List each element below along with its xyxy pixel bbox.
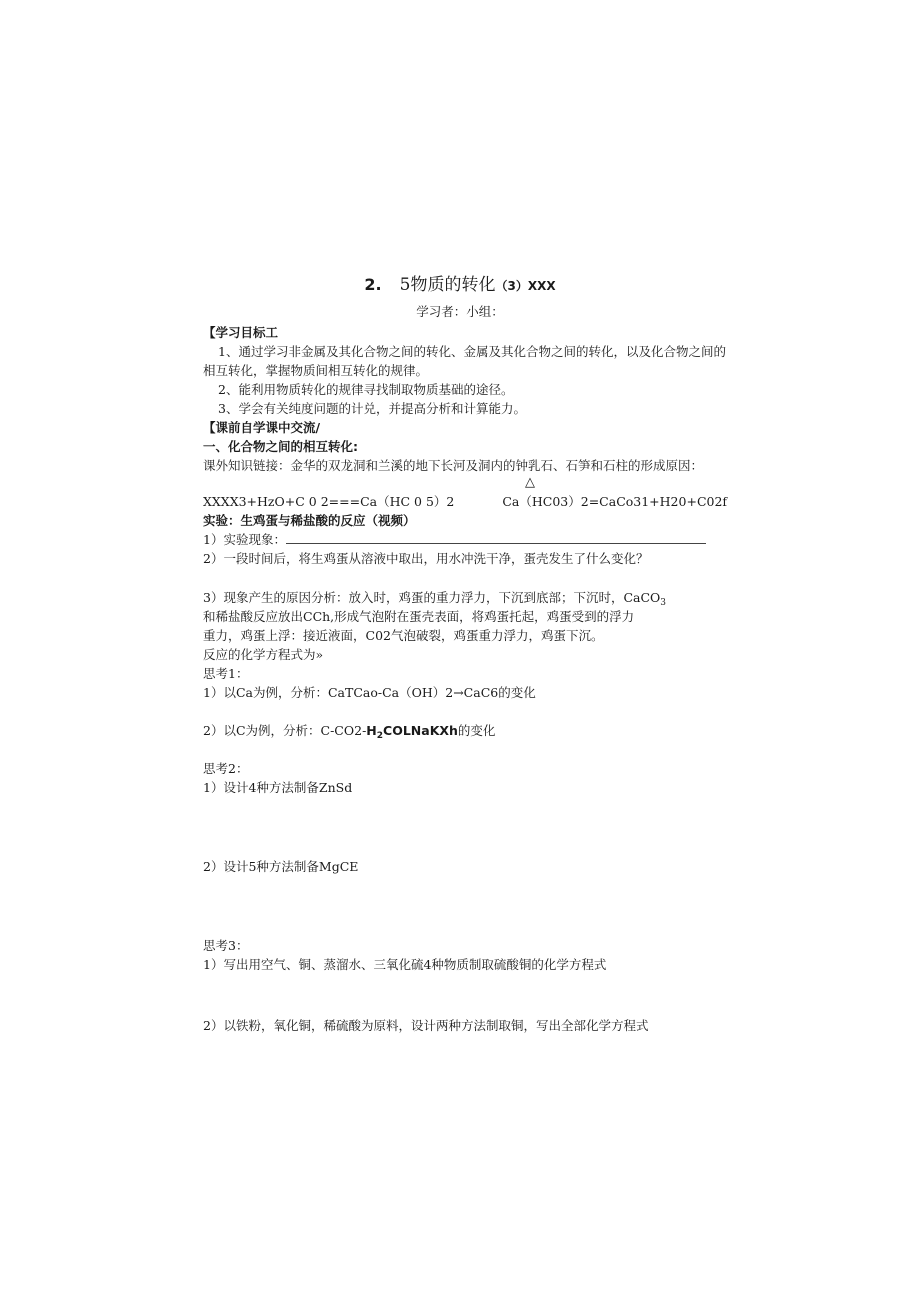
goal-3: 3、学会有关纯度问题的计兑，并提高分析和计算能力。 [218,401,526,416]
page-title [0,270,920,295]
think-2-item-1: 1）设计4种方法制备ZnSd [203,780,353,795]
reaction-equation-prompt: 反应的化学方程式为» [203,647,324,662]
experiment-item-3-line-c: 重力，鸡蛋上浮：接近液面，C02气泡破裂，鸡蛋重力浮力，鸡蛋下沉。 [203,628,604,643]
think-2-heading: 思考2： [203,761,249,776]
think-3-heading: 思考3： [203,938,249,953]
experiment-item-2: 2）一段时间后，将生鸡蛋从溶液中取出，用水冲洗干净，蛋壳发生了什么变化？ [203,551,649,566]
answer-blank [286,531,706,544]
think-1-item-1: 1）以Ca为例，分析：CaTCao-Ca（OH）2→CaC6的变化 [203,685,536,700]
title-main: 5物质的转化 [399,275,496,295]
experiment-heading: 实验：生鸡蛋与稀盐酸的反应（视频） [203,513,416,528]
title-paren: （3）XXX [495,279,556,293]
think-3-item-1: 1）写出用空气、铜、蒸溜水、三氧化硫4种物质制取硫酸铜的化学方程式 [203,957,607,972]
goal-1-line-b: 相互转化，掌握物质间相互转化的规律。 [203,363,429,378]
goal-2: 2、能利用物质转化的规律寻找制取物质基础的途径。 [218,382,514,397]
equation-1: XXXX3+HzO+C 0 2===Ca（HC 0 5）2 [203,494,455,509]
heading-compounds: 一、化合物之间的相互转化: [203,439,358,454]
think-1-item-2: 2）以C为例，分析：$C-CO2-H_2COLNaKXh$的变化 [203,723,496,741]
think-3-item-2: 2）以铁粉，氧化铜，稀硫酸为原料，设计两种方法制取铜，写出全部化学方程式 [203,1018,649,1033]
equation-line [203,493,727,511]
link-text: 课外知识链接：金华的双龙洞和兰溪的地下长河及洞内的钟乳石、石笋和石柱的形成原因： [203,458,704,473]
section-pre-heading: 【课前自学课中交流/ [203,420,321,435]
equation-2: Ca（HC03）2=CaCo31+H20+C02f [502,494,728,509]
section-goals-heading: 【学习目标工 [203,325,279,340]
experiment-item-1: 1）实验现象： [203,531,706,549]
experiment-item-3-line-b: 和稀盐酸反应放出CCh,形成气泡附在蛋壳表面，将鸡蛋托起，鸡蛋受到的浮力 [203,609,635,624]
title-number: 2. [364,275,382,294]
goal-1-line-a: 1、通过学习非金属及其化合物之间的转化、金属及其化合物之间的转化，以及化合物之间的 [218,344,726,359]
think-2-item-2: 2）设计5种方法制备MgCE [203,859,359,874]
experiment-item-3-line-a: 3）现象产生的原因分析：放入时，鸡蛋的重力浮力，下沉到底部；下沉时，CaCO$_3$ [203,590,667,608]
heat-triangle-icon: △ [525,475,535,490]
subtitle: 学习者：小组： [416,304,504,319]
think-1-heading: 思考1： [203,666,249,681]
